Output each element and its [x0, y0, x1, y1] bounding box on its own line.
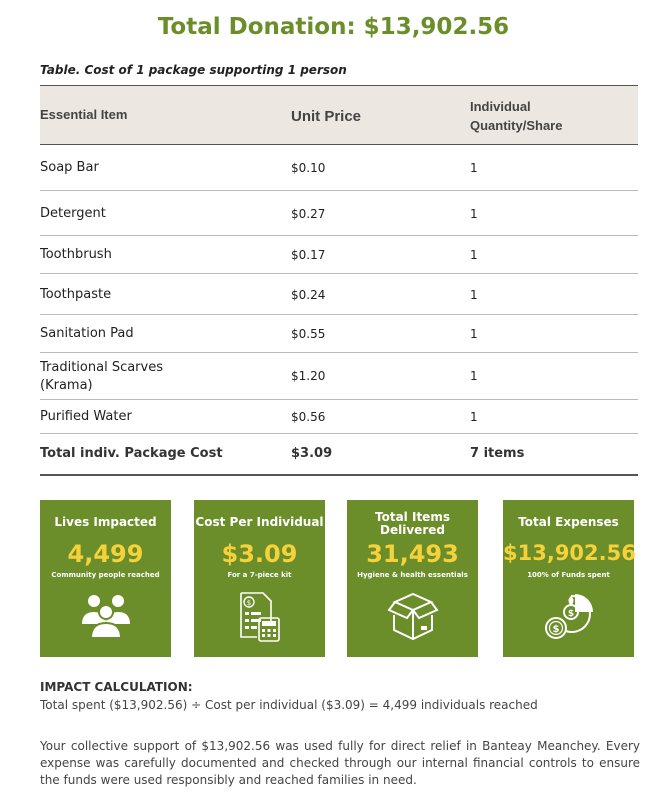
card-total-expenses — [503, 500, 634, 657]
impact-text: Total spent ($13,902.56) ÷ Cost per individual ($3.09) = 4,499 individuals reached — [40, 698, 538, 712]
card-value: $13,902.56 — [503, 541, 636, 565]
money-pie-icon — [541, 590, 597, 642]
card-title: Lives Impacted — [54, 515, 157, 529]
box-icon — [385, 590, 441, 642]
cell-item: Detergent — [40, 206, 106, 221]
table-row — [40, 145, 638, 191]
cell-item: Toothpaste — [40, 287, 112, 302]
calculator-icon — [235, 590, 285, 642]
cell-price: $1.20 — [291, 369, 326, 383]
card-title: Cost Per Individual — [195, 515, 324, 529]
table-caption: Table. Cost of 1 package supporting 1 person — [40, 63, 347, 77]
cell-qty: 1 — [470, 207, 478, 221]
cell-price: $0.55 — [291, 327, 326, 341]
cell-qty: 1 — [470, 327, 478, 341]
summary-paragraph: Your collective support of $13,902.56 was used fully for direct relief in Banteay Meanchey. Every expense was carefully documented and checked through our internal financial controls to ensure the funds were used responsibly and reached families in need. — [40, 739, 640, 787]
cell-qty: 1 — [470, 248, 478, 262]
card-subtitle: Hygiene & health essentials — [357, 571, 468, 579]
table-row — [40, 400, 638, 434]
cell-qty: 1 — [470, 288, 478, 302]
header-unit-price: Unit Price — [291, 108, 362, 125]
card-lives-impacted — [40, 500, 171, 657]
card-subtitle: 100% of Funds spent — [527, 571, 610, 579]
svg-text:$: $ — [567, 609, 574, 619]
cell-item: Toothbrush — [40, 247, 112, 262]
card-cost-per-individual — [194, 500, 325, 657]
svg-text:$: $ — [552, 624, 559, 635]
cell-price: $0.27 — [291, 207, 326, 221]
cell-price: $0.10 — [291, 161, 326, 175]
table-row — [40, 236, 638, 274]
card-subtitle: Community people reached — [51, 571, 160, 579]
table-header — [40, 85, 638, 145]
stat-cards — [40, 500, 634, 657]
total-label: Total indiv. Package Cost — [40, 446, 223, 461]
cell-qty: 1 — [470, 369, 478, 383]
people-icon — [76, 590, 136, 640]
card-title: Total Expenses — [518, 515, 619, 529]
header-quantity: Individual Quantity/Share — [470, 99, 563, 133]
card-total-items — [347, 500, 478, 657]
svg-text:$: $ — [246, 599, 251, 607]
total-price: $3.09 — [291, 446, 333, 461]
cell-price: $0.56 — [291, 410, 326, 424]
page-title: Total Donation: $13,902.56 — [157, 14, 510, 40]
table-row — [40, 191, 638, 236]
cell-item: Soap Bar — [40, 160, 99, 175]
cell-item: Sanitation Pad — [40, 326, 134, 341]
cell-price: $0.24 — [291, 288, 326, 302]
card-title: Total Items Delivered — [375, 510, 450, 537]
cell-qty: 1 — [470, 410, 478, 424]
card-value: 31,493 — [366, 540, 459, 568]
card-value: $3.09 — [221, 540, 298, 568]
cost-table — [40, 85, 638, 476]
table-row — [40, 315, 638, 353]
cell-qty: 1 — [470, 161, 478, 175]
total-qty: 7 items — [470, 446, 525, 461]
cell-price: $0.17 — [291, 248, 326, 262]
cell-item: Purified Water — [40, 409, 132, 424]
card-subtitle: For a 7-piece kit — [227, 571, 292, 579]
header-essential-item: Essential Item — [40, 107, 128, 122]
impact-heading: IMPACT CALCULATION: — [40, 680, 193, 694]
card-value: 4,499 — [67, 540, 144, 568]
table-total-row — [40, 434, 638, 476]
table-row — [40, 274, 638, 315]
cell-item: Traditional Scarves (Krama) — [40, 360, 163, 393]
table-row — [40, 353, 638, 400]
